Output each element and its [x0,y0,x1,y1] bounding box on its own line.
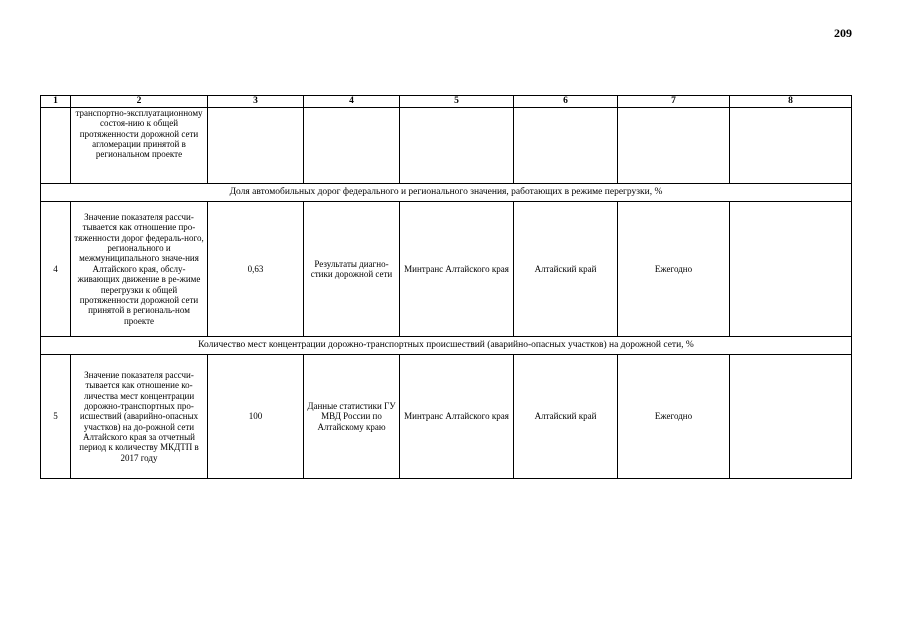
cell-extra [730,108,852,184]
cell-region [514,108,618,184]
cell-description: Значение показателя рассчи-тывается как отношение про-тяженности дорог федераль-ного, регионального и межмуниципального значе-ния Алтайского края, обслу-живающих движение в ре-жиме перегрузки к общей протяженности дорожной сети принятой в региональ-ном проекте [71,202,208,337]
section-row-overload [41,184,852,202]
indicator-table [40,95,852,479]
cell-number: 5 [41,355,71,479]
cell-periodicity [618,108,730,184]
cell-source [304,108,400,184]
cell-periodicity: Ежегодно [618,202,730,337]
section-title-overload: Доля автомобильных дорог федерального и регионального значения, работающих в режиме перегрузки, % [41,184,852,202]
header-cell-6: 6 [514,96,618,108]
cell-periodicity: Ежегодно [618,355,730,479]
cell-region: Алтайский край [514,202,618,337]
header-cell-2: 2 [71,96,208,108]
page-number: 209 [834,26,852,40]
cell-value [208,108,304,184]
header-cell-4: 4 [304,96,400,108]
table-row-4 [41,202,852,337]
section-title-accidents: Количество мест концентрации дорожно-транспортных происшествий (аварийно-опасных участков) на дорожной сети, % [41,337,852,355]
cell-number [41,108,71,184]
table-row-continued [41,108,852,184]
cell-value: 0,63 [208,202,304,337]
cell-extra [730,355,852,479]
header-cell-8: 8 [730,96,852,108]
cell-source: Результаты диагно-стики дорожной сети [304,202,400,337]
cell-value: 100 [208,355,304,479]
header-cell-7: 7 [618,96,730,108]
table-header-row [41,96,852,108]
cell-responsible [400,108,514,184]
cell-extra [730,202,852,337]
cell-source: Данные статистики ГУ МВД России по Алтайскому краю [304,355,400,479]
header-cell-1: 1 [41,96,71,108]
header-cell-3: 3 [208,96,304,108]
cell-responsible: Минтранс Алтайского края [400,355,514,479]
table-row-5 [41,355,852,479]
cell-region: Алтайский край [514,355,618,479]
section-row-accidents [41,337,852,355]
cell-description: транспортно-эксплуатационному состоя-нию к общей протяженности дорожной сети агломерации принятой в региональном проекте [71,108,208,184]
cell-responsible: Минтранс Алтайского края [400,202,514,337]
cell-description: Значение показателя рассчи-тывается как отношение ко-личества мест концентрации дорожно-транспортных про-исшествий (аварийно-опасных участков) на до-рожной сети Алтайского края за отчетный период к количеству МКДТП в 2017 году [71,355,208,479]
header-cell-5: 5 [400,96,514,108]
cell-number: 4 [41,202,71,337]
